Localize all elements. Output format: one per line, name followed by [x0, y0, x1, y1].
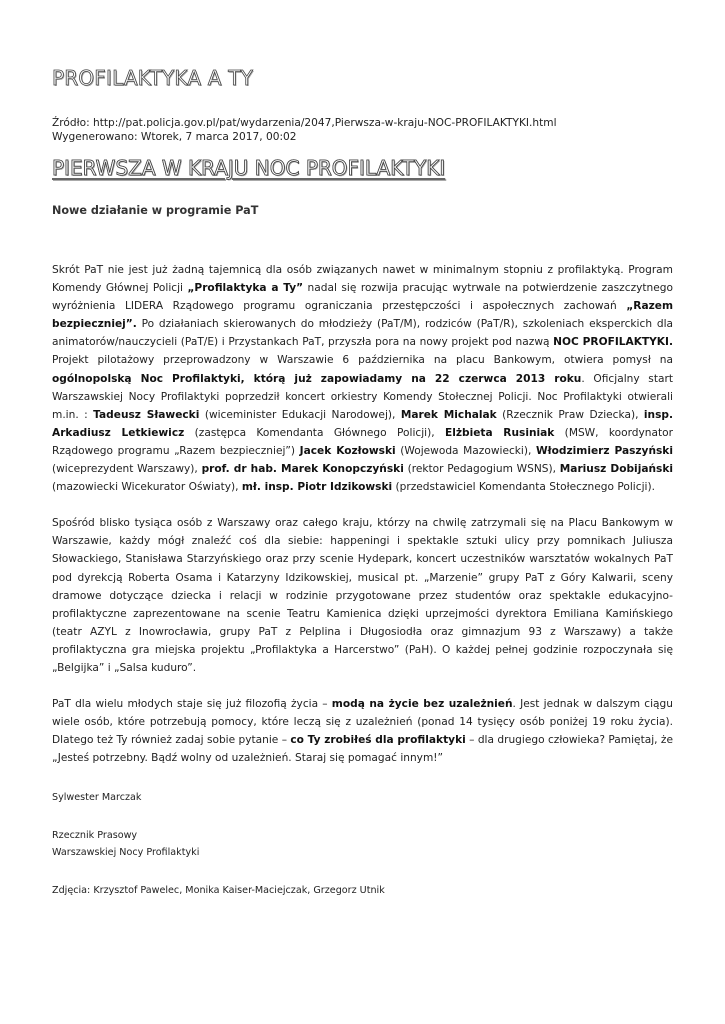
article-lead: Nowe działanie w programie PaT [52, 204, 259, 217]
bold-run: Marek Michalak [400, 408, 497, 421]
bold-run: „Razem bezpieczniej”. [52, 300, 673, 331]
text-run: . Jest jednak w dalszym ciągu wiele osób, które potrzebują pomocy, które leczą się z uzależnień (ponad 14 tysięcy osób poniżej 19 roku życia). Dlatego też Ty również zadaj sobie pytanie – [52, 698, 673, 747]
photo-credits: Zdjęcia: Krzysztof Pawelec, Monika Kaiser-Maciejczak, Grzegorz Utnik [52, 884, 385, 896]
site-title: PROFILAKTYKA A TY [52, 66, 254, 90]
text-run: PaT dla wielu młodych staje się już filozofią życia – [52, 698, 332, 711]
text-run: Projekt pilotażowy przeprowadzony w Warszawie 6 października na placu Bankowym, otwiera pomysł na [52, 354, 673, 367]
article-body [52, 261, 673, 767]
bold-run: mł. insp. Piotr Idzikowski [241, 481, 393, 494]
text-run: (wiceprezydent Warszawy), [52, 463, 202, 476]
bold-run: Tadeusz Sławecki [93, 408, 200, 421]
document-meta [52, 116, 673, 144]
bold-run: „Profilaktyka a Ty” [187, 282, 304, 295]
paragraph-1 [52, 261, 673, 496]
text-run: (zastępca Komendanta Głównego Policji), [184, 426, 445, 439]
bold-run: Włodzimierz Paszyński [536, 444, 673, 457]
bold-run: ogólnopolską Noc Profilaktyki, którą już zapowiadamy na 22 czerwca 2013 roku [52, 372, 582, 385]
text-run: – dla drugiego człowieka? Pamiętaj, że „Jesteś potrzebny. Bądź wolny od uzależnień. Staraj się pomagać innym!” [52, 734, 673, 765]
source-url: Źródło: http://pat.policja.gov.pl/pat/wydarzenia/2047,Pierwsza-w-kraju-NOC-PROFILAKTYKI.html [52, 117, 557, 129]
bold-run: Mariusz Dobijański [559, 463, 673, 476]
bold-run: co Ty zrobiłeś dla profilaktyki [290, 734, 466, 747]
signature-role-1: Rzecznik Prasowy [52, 829, 138, 841]
text-run: (rektor Pedagogium WSNS), [403, 463, 560, 476]
bold-run: Jacek Kozłowski [299, 444, 396, 457]
paragraph-3 [52, 695, 673, 767]
text-run: Po działaniach skierowanych do młodzieży (PaT/M), rodziców (PaT/R), szkoleniach eksperckich dla animatorów/nauczycieli (PaT/E) i Przystankach PaT, przyszła pora na nowy projekt pod nazwą [52, 318, 673, 349]
text-run: (przedstawiciel Komendanta Stołecznego Policji). [392, 481, 655, 494]
bold-run: prof. dr hab. Marek Konopczyński [201, 463, 404, 476]
bold-run: insp. Arkadiusz Letkiewicz [52, 408, 673, 439]
signature-block [52, 789, 673, 899]
bold-run: Elżbieta Rusiniak [444, 426, 555, 439]
text-run: . Oficjalny start Warszawskiej Nocy Profilaktyki poprzedził koncert orkiestry Komendy Stołecznej Policji. Noc Profilaktyki otwierali m.in. : [52, 372, 673, 421]
text-run: (mazowiecki Wicekurator Oświaty), [52, 481, 242, 494]
generated-date: Wygenerowano: Wtorek, 7 marca 2017, 00:02 [52, 131, 297, 143]
text-run: (Wojewoda Mazowiecki), [395, 444, 536, 457]
bold-run: NOC PROFILAKTYKI. [553, 336, 673, 349]
signature-role-2: Warszawskiej Nocy Profilaktyki [52, 847, 200, 859]
bold-run: modą na życie bez uzależnień [331, 698, 513, 711]
article-title: PIERWSZA W KRAJU NOC PROFILAKTYKI [52, 156, 446, 180]
text-run: (wiceminister Edukacji Narodowej), [199, 408, 401, 421]
paragraph-2: Spośród blisko tysiąca osób z Warszawy oraz całego kraju, którzy na chwilę zatrzymali się na Placu Bankowym w Warszawie, każdy mógł znaleźć coś dla siebie: happeningi i spektakle sztuki ulicy przy pomnikach Juliusza Słowackiego, Stanisława Starzyńskiego oraz przy scenie Hydepark, koncert uczestników warsztatów wokalnych PaT pod dyrekcją Roberta Osama i Katarzyny Idzikowskiej, musical pt. „Marzenie” grupy PaT z Góry Kalwarii, sceny dramowe dotyczące dziecka i relacji w rodzinie przygotowane przez studentów oraz spektakle edukacyjno-profilaktyczne zaprezentowane na scenie Teatru Kamienica dzięki uprzejmości dyrektora Emiliana Kamińskiego (teatr AZYL z Inowrocławia, grupy PaT z Pelplina i Długosiodła oraz gimnazjum 93 z Warszawy) a także profilaktyczna gra miejska projektu „Profilaktyka a Harcerstwo” (PaH). O każdej pełnej godzinie rozpoczynała się „Belgijka” i „Salsa kuduro”. [52, 517, 673, 674]
text-run: nadal się rozwija pracując wytrwale na potwierdzenie zaszczytnego wyróżnienia LIDERA Rządowego programu ograniczania przestępczości i aspołecznych zachowań [52, 282, 673, 313]
text-run: (MSW, koordynator Rządowego programu „Razem bezpieczniej”) [52, 426, 673, 457]
text-run: (Rzecznik Praw Dziecka), [496, 408, 644, 421]
signature-name: Sylwester Marczak [52, 792, 142, 804]
text-run: Skrót PaT nie jest już żadną tajemnicą dla osób związanych nawet w minimalnym stopniu z profilaktyką. Program Komendy Głównej Policji [52, 264, 673, 295]
